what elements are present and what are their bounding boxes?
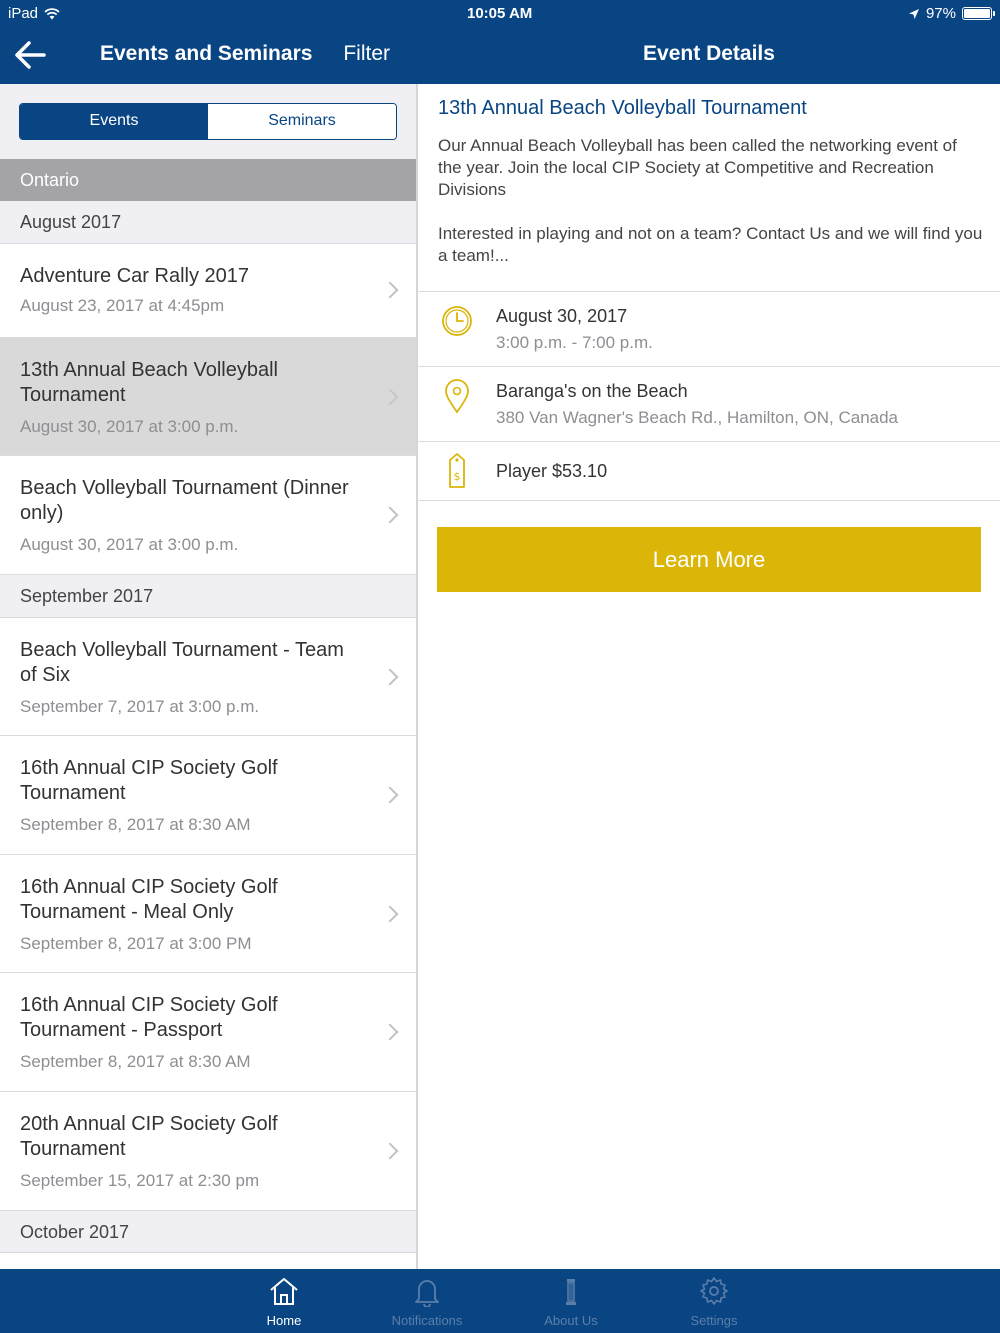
chevron-right-icon [382, 906, 399, 923]
item-title: Beach Volleyball Tournament (Dinner only) [20, 477, 349, 524]
events-list-panel [0, 84, 416, 1269]
column-icon [555, 1275, 587, 1307]
carrier-label: iPad [8, 5, 39, 22]
event-address[interactable]: 380 Van Wagner's Beach Rd., Hamilton, ON, Canada [496, 408, 899, 427]
segment-control-wrap [0, 84, 416, 159]
learn-more-button[interactable]: Learn More [437, 527, 981, 592]
month-header: August 2017 [0, 201, 416, 244]
item-title: 16th Annual CIP Society Golf Tournament - Passport [20, 994, 278, 1041]
list-item[interactable] [0, 855, 416, 973]
list-item[interactable] [0, 1253, 416, 1269]
item-date: September 8, 2017 at 8:30 AM [20, 815, 251, 834]
location-arrow-icon [908, 8, 920, 20]
event-title: 13th Annual Beach Volleyball Tournament [438, 97, 807, 119]
chevron-right-icon [382, 282, 399, 299]
tab-bar [0, 1269, 1000, 1333]
item-title: 16th Annual CIP Society Golf Tournament [20, 757, 278, 804]
item-title: Adventure Car Rally 2017 [20, 265, 250, 287]
divider [418, 366, 1000, 367]
month-header: October 2017 [0, 1210, 416, 1253]
item-date: August 30, 2017 at 3:00 p.m. [20, 417, 239, 436]
list-item[interactable] [0, 244, 416, 338]
battery-percent: 97% [925, 5, 956, 22]
item-title: 20th Annual CIP Society Golf Tournament [20, 1113, 278, 1160]
item-date: September 7, 2017 at 3:00 p.m. [20, 697, 260, 716]
list-item[interactable] [0, 973, 416, 1092]
battery-icon [962, 7, 992, 20]
tab-seminars[interactable]: Seminars [208, 104, 396, 139]
list-item[interactable] [0, 1092, 416, 1210]
chevron-right-icon [382, 669, 399, 686]
tab-label: Settings [690, 1313, 738, 1328]
tab-settings[interactable] [659, 1269, 769, 1333]
item-title: Beach Volleyball Tournament - Team of Six [20, 639, 344, 686]
bell-icon [411, 1275, 443, 1307]
list-item[interactable] [0, 618, 416, 736]
item-date: September 15, 2017 at 2:30 pm [20, 1171, 260, 1190]
tab-events[interactable]: Events [20, 104, 208, 139]
home-icon [268, 1275, 300, 1307]
top-bar [0, 0, 1000, 84]
month-header: September 2017 [0, 575, 416, 618]
carrier [8, 5, 60, 22]
item-date: September 8, 2017 at 3:00 PM [20, 934, 252, 953]
event-time: 3:00 p.m. - 7:00 p.m. [496, 333, 653, 352]
chevron-right-icon [382, 1024, 399, 1041]
chevron-right-icon [382, 507, 399, 524]
tab-label: Notifications [391, 1313, 463, 1328]
back-arrow-icon [14, 40, 46, 70]
list-item[interactable] [0, 456, 416, 575]
item-date: August 23, 2017 at 4:45pm [20, 296, 225, 315]
chevron-right-icon [382, 389, 399, 406]
clock: 10:05 AM [467, 5, 533, 22]
back-button[interactable] [14, 40, 48, 70]
status-right [908, 5, 992, 22]
chevron-right-icon [382, 1143, 399, 1160]
tab-notifications[interactable] [372, 1269, 482, 1333]
list-item[interactable] [0, 736, 416, 855]
divider [418, 441, 1000, 442]
event-detail-panel [418, 84, 1000, 1269]
filter-button[interactable]: Filter [343, 42, 390, 65]
event-date: August 30, 2017 [496, 306, 628, 326]
status-bar [0, 0, 1000, 28]
chevron-right-icon [382, 787, 399, 804]
item-date: August 30, 2017 at 3:00 p.m. [20, 535, 239, 554]
left-nav-bar [0, 28, 417, 84]
svg-text:$: $ [453, 470, 461, 483]
segmented-control [19, 103, 397, 140]
list-item-selected[interactable] [0, 338, 416, 456]
tab-home[interactable] [229, 1269, 339, 1333]
tab-label: About Us [544, 1313, 598, 1328]
gear-icon [698, 1275, 730, 1307]
item-title: 13th Annual Beach Volleyball Tournament [20, 359, 278, 406]
location-pin-icon [440, 377, 474, 415]
item-date: September 8, 2017 at 8:30 AM [20, 1052, 251, 1071]
divider [418, 500, 1000, 501]
right-nav-bar [418, 28, 1000, 84]
wifi-icon [44, 8, 60, 20]
tab-about-us[interactable] [516, 1269, 626, 1333]
page-title: Events and Seminars [100, 42, 313, 65]
tab-label: Home [266, 1313, 302, 1328]
event-price: Player $53.10 [496, 461, 608, 481]
event-description: Our Annual Beach Volleyball has been called the networking event of the year. Join the local CIP Society at Competitive and Recreation Divisions Interested in playing and not on a team? Contact Us and we will find you a team!... [438, 136, 983, 265]
item-title: 16th Annual CIP Society Golf Tournament - Meal Only [20, 876, 278, 923]
price-tag-icon [440, 452, 474, 490]
detail-title: Event Details [643, 42, 775, 65]
region-header: Ontario [0, 159, 416, 201]
divider [418, 291, 1000, 292]
clock-icon [440, 302, 474, 340]
event-venue: Baranga's on the Beach [496, 381, 688, 401]
